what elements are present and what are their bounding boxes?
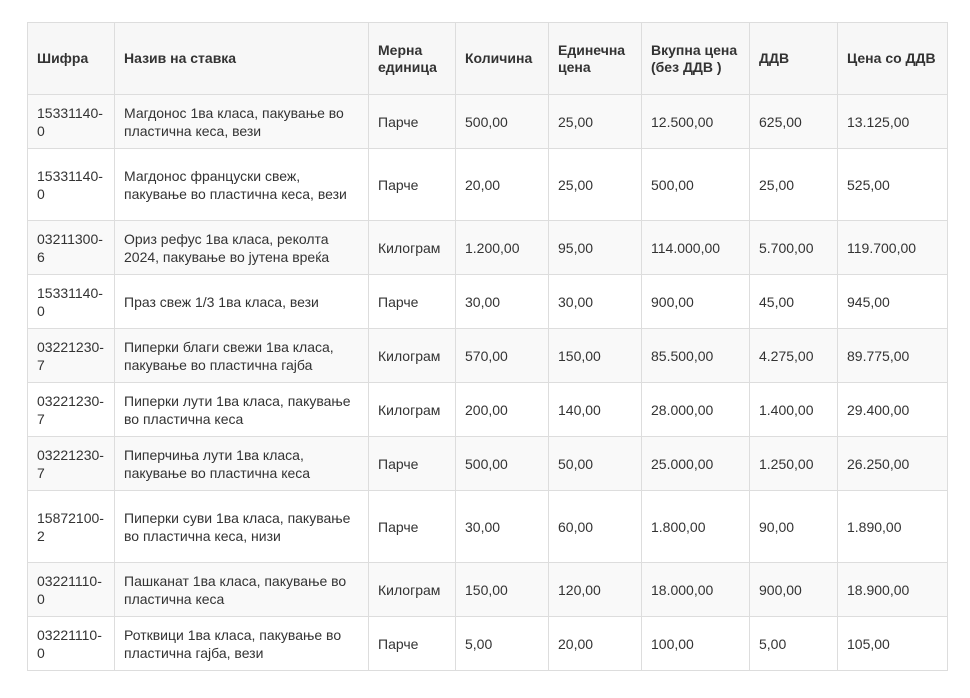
table-row [28, 275, 948, 329]
cell-total-with-vat: 945,00 [838, 275, 948, 329]
cell-code: 03221110-0 [28, 563, 115, 617]
cell-unit: Килограм [369, 221, 456, 275]
header-unit: Мерна единица [369, 23, 456, 95]
cell-unit: Парче [369, 437, 456, 491]
cell-name: Ориз рефус 1ва класа, реколта 2024, пакување во јутена вреќа [115, 221, 369, 275]
cell-total-no-vat: 114.000,00 [642, 221, 750, 275]
cell-total-with-vat: 26.250,00 [838, 437, 948, 491]
cell-name: Пиперчиња лути 1ва класа, пакување во пластична кеса [115, 437, 369, 491]
cell-total-with-vat: 1.890,00 [838, 491, 948, 563]
cell-vat: 25,00 [750, 149, 838, 221]
header-quantity: Количина [456, 23, 549, 95]
cell-unit-price: 60,00 [549, 491, 642, 563]
header-row [28, 23, 948, 95]
cell-unit: Килограм [369, 563, 456, 617]
cell-quantity: 570,00 [456, 329, 549, 383]
cell-unit-price: 120,00 [549, 563, 642, 617]
table-row [28, 383, 948, 437]
cell-unit: Парче [369, 95, 456, 149]
table-row [28, 491, 948, 563]
table-header [28, 23, 948, 95]
cell-code: 15331140-0 [28, 149, 115, 221]
cell-unit-price: 50,00 [549, 437, 642, 491]
cell-name: Магдонос 1ва класа, пакување во пластична кеса, вези [115, 95, 369, 149]
cell-total-no-vat: 12.500,00 [642, 95, 750, 149]
table-body [28, 95, 948, 671]
cell-unit-price: 140,00 [549, 383, 642, 437]
cell-vat: 625,00 [750, 95, 838, 149]
cell-quantity: 30,00 [456, 275, 549, 329]
cell-vat: 5,00 [750, 617, 838, 671]
cell-vat: 1.400,00 [750, 383, 838, 437]
cell-unit-price: 30,00 [549, 275, 642, 329]
cell-quantity: 500,00 [456, 95, 549, 149]
cell-code: 15331140-0 [28, 95, 115, 149]
cell-name: Пиперки благи свежи 1ва класа, пакување во пластична гајба [115, 329, 369, 383]
table-row [28, 437, 948, 491]
cell-vat: 45,00 [750, 275, 838, 329]
cell-total-no-vat: 85.500,00 [642, 329, 750, 383]
cell-total-with-vat: 105,00 [838, 617, 948, 671]
cell-code: 03221230-7 [28, 437, 115, 491]
cell-vat: 90,00 [750, 491, 838, 563]
cell-vat: 4.275,00 [750, 329, 838, 383]
header-name: Назив на ставка [115, 23, 369, 95]
cell-total-with-vat: 13.125,00 [838, 95, 948, 149]
cell-name: Магдонос француски свеж, пакување во пластична кеса, вези [115, 149, 369, 221]
cell-quantity: 20,00 [456, 149, 549, 221]
header-code: Шифра [28, 23, 115, 95]
header-total-no-vat: Вкупна цена (без ДДВ ) [642, 23, 750, 95]
items-table [27, 22, 948, 671]
header-vat: ДДВ [750, 23, 838, 95]
cell-code: 03221230-7 [28, 329, 115, 383]
cell-vat: 5.700,00 [750, 221, 838, 275]
cell-total-with-vat: 29.400,00 [838, 383, 948, 437]
cell-unit: Парче [369, 149, 456, 221]
table-row [28, 563, 948, 617]
cell-name: Ротквици 1ва класа, пакување во пластична гајба, вези [115, 617, 369, 671]
cell-unit-price: 25,00 [549, 95, 642, 149]
cell-unit: Парче [369, 617, 456, 671]
cell-total-with-vat: 525,00 [838, 149, 948, 221]
header-total-with-vat: Цена со ДДВ [838, 23, 948, 95]
cell-unit-price: 20,00 [549, 617, 642, 671]
cell-quantity: 500,00 [456, 437, 549, 491]
cell-unit-price: 25,00 [549, 149, 642, 221]
cell-total-no-vat: 900,00 [642, 275, 750, 329]
table-row [28, 95, 948, 149]
cell-quantity: 5,00 [456, 617, 549, 671]
cell-quantity: 30,00 [456, 491, 549, 563]
cell-total-no-vat: 25.000,00 [642, 437, 750, 491]
cell-name: Пиперки лути 1ва класа, пакување во пластична кеса [115, 383, 369, 437]
cell-total-no-vat: 100,00 [642, 617, 750, 671]
cell-name: Праз свеж 1/3 1ва класа, вези [115, 275, 369, 329]
cell-name: Пиперки суви 1ва класа, пакување во пластична кеса, низи [115, 491, 369, 563]
cell-unit: Килограм [369, 329, 456, 383]
cell-quantity: 200,00 [456, 383, 549, 437]
cell-code: 15331140-0 [28, 275, 115, 329]
cell-name: Пашканат 1ва класа, пакување во пластична кеса [115, 563, 369, 617]
cell-code: 03221110-0 [28, 617, 115, 671]
cell-code: 15872100-2 [28, 491, 115, 563]
cell-vat: 1.250,00 [750, 437, 838, 491]
header-unit-price: Единечна цена [549, 23, 642, 95]
cell-quantity: 1.200,00 [456, 221, 549, 275]
table-row [28, 617, 948, 671]
table-row [28, 149, 948, 221]
cell-total-no-vat: 500,00 [642, 149, 750, 221]
items-table-container [27, 22, 947, 671]
cell-total-no-vat: 28.000,00 [642, 383, 750, 437]
cell-total-no-vat: 18.000,00 [642, 563, 750, 617]
cell-total-with-vat: 89.775,00 [838, 329, 948, 383]
cell-unit-price: 95,00 [549, 221, 642, 275]
cell-code: 03211300-6 [28, 221, 115, 275]
table-row [28, 329, 948, 383]
cell-unit-price: 150,00 [549, 329, 642, 383]
cell-unit: Парче [369, 491, 456, 563]
cell-total-with-vat: 119.700,00 [838, 221, 948, 275]
cell-quantity: 150,00 [456, 563, 549, 617]
table-row [28, 221, 948, 275]
cell-unit: Килограм [369, 383, 456, 437]
cell-unit: Парче [369, 275, 456, 329]
cell-total-no-vat: 1.800,00 [642, 491, 750, 563]
cell-code: 03221230-7 [28, 383, 115, 437]
cell-total-with-vat: 18.900,00 [838, 563, 948, 617]
cell-vat: 900,00 [750, 563, 838, 617]
